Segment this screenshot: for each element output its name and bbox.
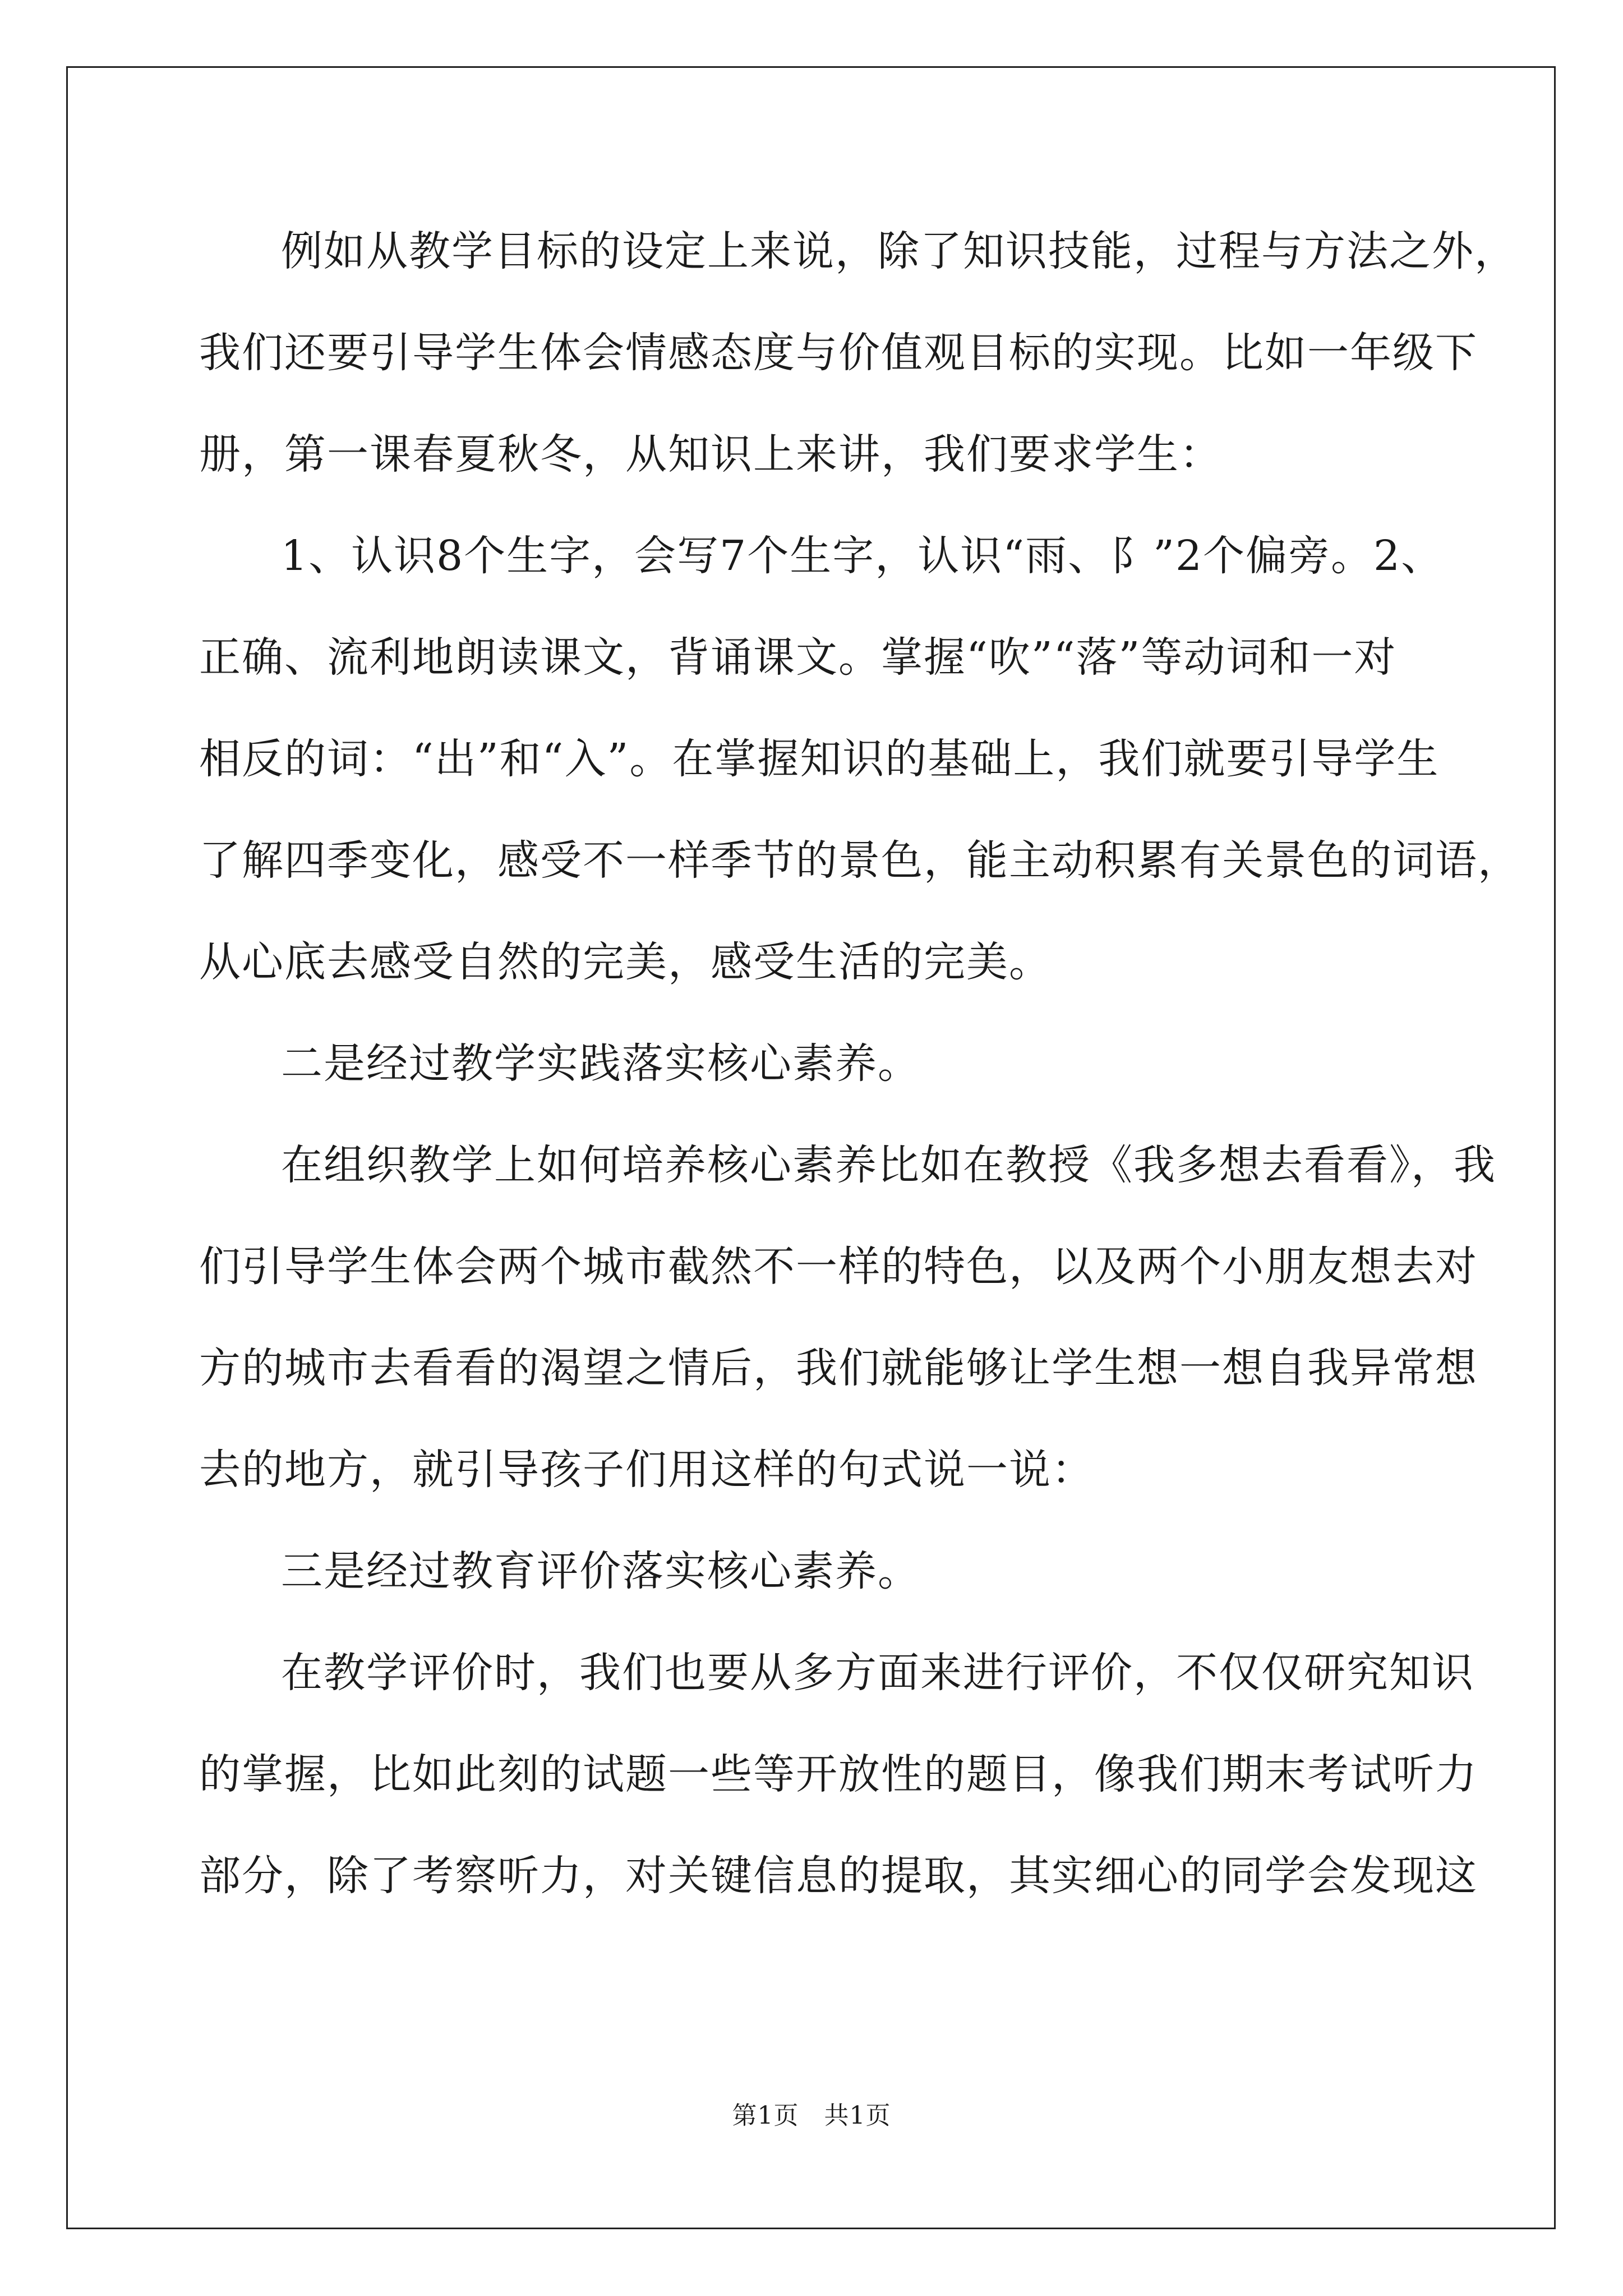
text-line-12: 方的城市去看看的渴望之情后，我们就能够让学生想一想自我异常想 bbox=[199, 1344, 1478, 1392]
text-line-8: 从心底去感受自然的完美，感受生活的完美。 bbox=[199, 938, 1052, 986]
text-line-10: 在组织教学上如何培养核心素养比如在教授《我多想去看看》，我 bbox=[281, 1141, 1496, 1189]
text-line-5: 正确、流利地朗读课文，背诵课文。掌握“吹”“落”等动词和一对 bbox=[199, 633, 1397, 682]
page-number-footer: 第1页 共1页 bbox=[732, 2101, 891, 2130]
text-line-14: 三是经过教育评价落实核心素养。 bbox=[281, 1547, 920, 1595]
text-line-17: 部分，除了考察听力，对关键信息的提取，其实细心的同学会发现这 bbox=[199, 1852, 1478, 1900]
text-line-1: 例如从教学目标的设定上来说，除了知识技能，过程与方法之外， bbox=[281, 227, 1517, 275]
text-line-7: 了解四季变化，感受不一样季节的景色，能主动积累有关景色的词语， bbox=[199, 836, 1520, 885]
text-line-3: 册，第一课春夏秋冬，从知识上来讲，我们要求学生： bbox=[199, 430, 1222, 478]
text-line-11: 们引导学生体会两个城市截然不一样的特色，以及两个小朋友想去对 bbox=[199, 1243, 1478, 1291]
text-line-16: 的掌握，比如此刻的试题一些等开放性的题目，像我们期末考试听力 bbox=[199, 1750, 1478, 1798]
text-line-6: 相反的词：“出”和“入”。在掌握知识的基础上，我们就要引导学生 bbox=[199, 735, 1440, 783]
text-line-13: 去的地方，就引导孩子们用这样的句式说一说： bbox=[199, 1446, 1094, 1494]
text-line-9: 二是经过教学实践落实核心素养。 bbox=[281, 1039, 920, 1088]
text-line-2: 我们还要引导学生体会情感态度与价值观目标的实现。比如一年级下 bbox=[199, 329, 1478, 377]
text-line-4: 1、认识8个生字，会写7个生字，认识“雨、阝”2个偏旁。2、 bbox=[281, 532, 1444, 580]
text-line-15: 在教学评价时，我们也要从多方面来进行评价，不仅仅研究知识 bbox=[281, 1649, 1474, 1697]
